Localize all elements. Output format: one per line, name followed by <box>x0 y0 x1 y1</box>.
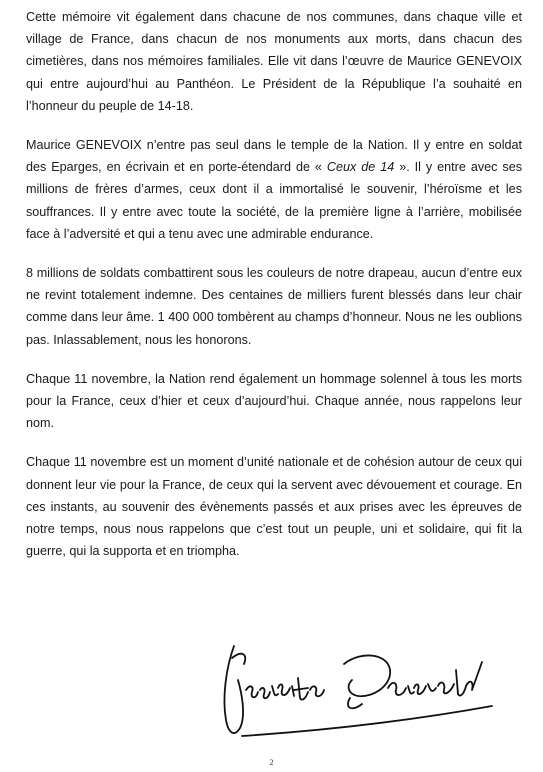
paragraph-3: 8 millions de soldats combattirent sous les couleurs de notre drapeau, aucun d’entre eux ne revint totalement indemne. Des centaines de milliers furent blessés dans leur chair comme dans leur âme. 1 400 000 tombèrent au champs d’honneur. Nous ne les oublions pas. Inlassablement, nous les honorons. <box>26 266 522 347</box>
document-body <box>26 6 522 579</box>
paragraph-5: Chaque 11 novembre est un moment d’unité nationale et de cohésion autour de ceux qui donnent leur vie pour la France, de ceux qui la servent avec dévouement et courage. En ces instants, au souvenir des évènements passés et aux prises avec les épreuves de notre temps, nous nous rappelons que c’est tout un peuple, uni et solidaire, qui fit la guerre, qui la supporta et en triompha. <box>26 455 522 559</box>
page-number: 2 <box>269 758 274 767</box>
paragraph-2: Maurice GENEVOIX n’entre pas seul dans le temple de la Nation. Il y entre en soldat des Eparges, en écrivain et en porte-étendard de « Ceux de 14 ». Il y entre avec ses millions de frères d’armes, ceux dont il a immortalisé le souvenir, l’héroïsme et les souffrances. Il y entre avec toute la société, de la première ligne à l’arrière, mobilisée face à l’adversité et qui a tenu avec une admirable endurance. <box>26 138 522 241</box>
handwritten-signature <box>212 628 502 748</box>
paragraph-4: Chaque 11 novembre, la Nation rend également un hommage solennel à tous les morts pour la France, ceux d’hier et ceux d’aujourd’hui. Chaque année, nous rappelons leur nom. <box>26 371 522 431</box>
book-title: Ceux de 14 <box>326 160 395 175</box>
paragraph-1: Cette mémoire vit également dans chacune de nos communes, dans chaque ville et village de France, dans chacun de nos monuments aux morts, dans chacun des cimetières, dans nos mémoires familiales. Elle vit dans l’œuvre de Maurice GENEVOIX qui entre aujourd’hui au Panthéon. Le Président de la République l’a souhaité en l’honneur du peuple de 14-18. <box>26 10 522 113</box>
